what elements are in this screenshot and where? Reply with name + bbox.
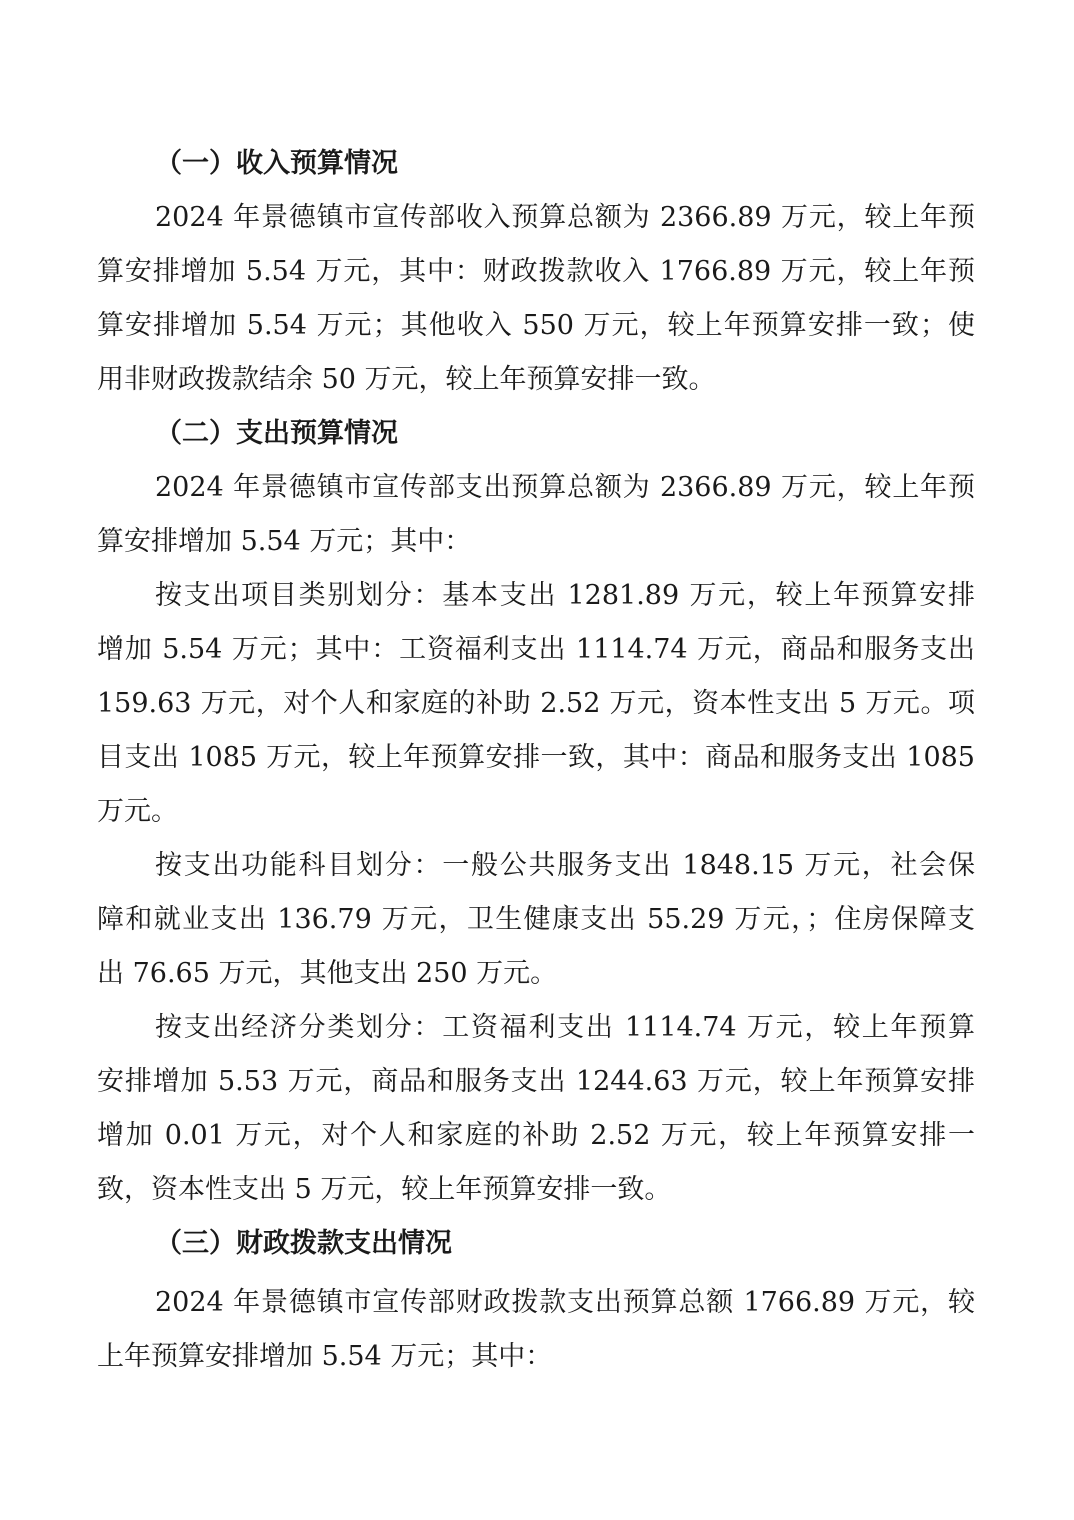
paragraph-line: 按支出项目类别划分：基本支出 1281.89 万元，较上年预算安排 xyxy=(155,580,975,611)
paragraph-line: 159.63 万元，对个人和家庭的补助 2.52 万元，资本性支出 5 万元。项 xyxy=(97,688,975,719)
paragraph-line: 算安排增加 5.54 万元；其中： xyxy=(97,526,472,557)
paragraph-line: 2024 年景德镇市宣传部收入预算总额为 2366.89 万元，较上年预 xyxy=(155,202,975,233)
paragraph-line: 用非财政拨款结余 50 万元，较上年预算安排一致。 xyxy=(97,364,716,395)
paragraph-line: 目支出 1085 万元，较上年预算安排一致，其中：商品和服务支出 1085 xyxy=(97,742,975,773)
paragraph-line: 按支出经济分类划分：工资福利支出 1114.74 万元，较上年预算 xyxy=(155,1012,975,1043)
paragraph-line: 算安排增加 5.54 万元；其他收入 550 万元，较上年预算安排一致；使 xyxy=(97,310,975,341)
paragraph-line: 障和就业支出 136.79 万元，卫生健康支出 55.29 万元，；住房保障支 xyxy=(97,904,975,935)
section-heading-income: （一）收入预算情况 xyxy=(155,148,398,179)
paragraph-line: 万元。 xyxy=(97,796,178,827)
paragraph-line: 安排增加 5.53 万元，商品和服务支出 1244.63 万元，较上年预算安排 xyxy=(97,1066,975,1097)
paragraph-line: 增加 5.54 万元；其中：工资福利支出 1114.74 万元，商品和服务支出 xyxy=(97,634,975,665)
paragraph-line: 出 76.65 万元，其他支出 250 万元。 xyxy=(97,958,558,989)
paragraph-line: 按支出功能科目划分：一般公共服务支出 1848.15 万元，社会保 xyxy=(155,850,975,881)
section-heading-expenditure: （二）支出预算情况 xyxy=(155,418,398,449)
paragraph-line: 上年预算安排增加 5.54 万元；其中： xyxy=(97,1341,553,1372)
paragraph-line: 致，资本性支出 5 万元，较上年预算安排一致。 xyxy=(97,1174,672,1205)
section-heading-fiscal-appropriation: （三）财政拨款支出情况 xyxy=(155,1228,452,1259)
paragraph-line: 2024 年景德镇市宣传部支出预算总额为 2366.89 万元，较上年预 xyxy=(155,472,975,503)
paragraph-line: 算安排增加 5.54 万元，其中：财政拨款收入 1766.89 万元，较上年预 xyxy=(97,256,975,287)
paragraph-line: 增加 0.01 万元，对个人和家庭的补助 2.52 万元，较上年预算安排一 xyxy=(97,1120,975,1151)
paragraph-line: 2024 年景德镇市宣传部财政拨款支出预算总额 1766.89 万元，较 xyxy=(155,1287,975,1318)
